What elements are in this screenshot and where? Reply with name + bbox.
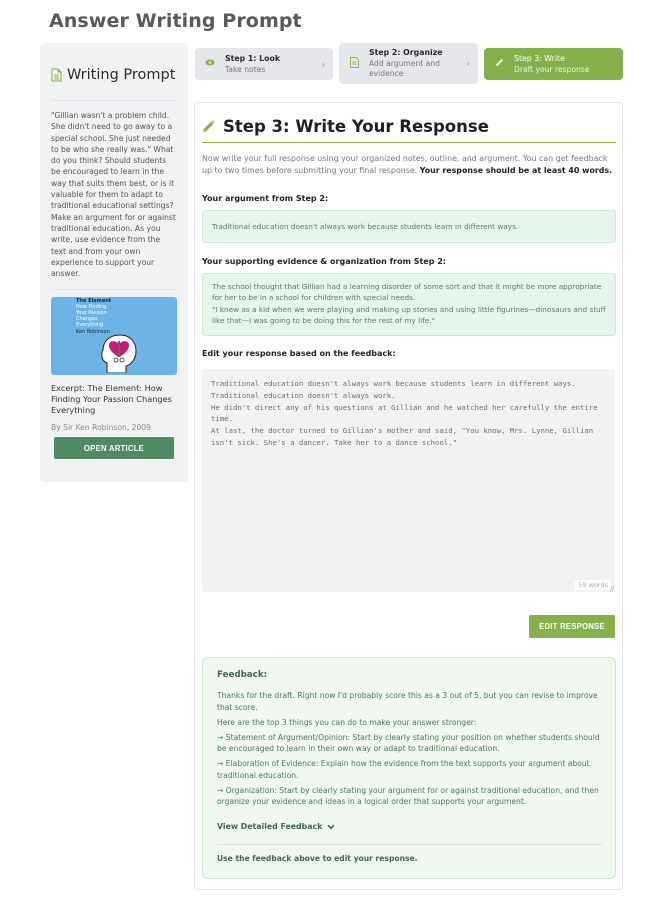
cover-subtitle-line: Changes (76, 315, 98, 322)
step-subtitle: Add argument and evidence (369, 59, 440, 78)
cover-subtitle-line: Everything (76, 321, 104, 328)
feedback-paragraph: Here are the top 3 things you can do to make your answer stronger: (217, 717, 477, 727)
pencil-icon (202, 120, 215, 133)
feedback-body (217, 690, 603, 811)
open-article-button[interactable]: OPEN ARTICLE (54, 437, 174, 459)
word-requirement: Your response should be at least 40 words. (419, 166, 613, 176)
chevron-right-icon: › (321, 59, 325, 69)
argument-text: Traditional education doesn't always work because students learn in different ways. (212, 221, 519, 231)
feedback-item: → Elaboration of Evidence: Explain how the evidence from the text supports your argument about traditional education. (217, 759, 590, 780)
cover-author: Ken Robinson (76, 329, 110, 336)
eye-icon (204, 59, 216, 69)
book-cover-image (51, 297, 177, 375)
prompt-text: "Gillian wasn't a problem child. She didn't need to go away to a special school. She just needed to be who she really was." What do you think? Should students be encouraged to learn in the way that suits them best, or is it valuable for them to adapt to traditional educational settings? Make an argument for or against traditional education. As you write, use evidence from the text and from your own experience to support your answer. (51, 110, 177, 290)
feedback-heading: Feedback: (217, 670, 268, 680)
page-title: Answer Writing Prompt (49, 10, 302, 32)
edit-response-button[interactable]: EDIT RESPONSE (529, 615, 615, 638)
sidebar-title: Writing Prompt (67, 66, 176, 83)
writing-prompt-sidebar (40, 43, 188, 482)
feedback-footer: Use the feedback above to edit your response. (217, 854, 418, 863)
section-header (202, 111, 616, 143)
feedback-paragraph: Thanks for the draft. Right now I'd probably score this as a 3 out of 5, but you can revise to improve that score. (217, 691, 598, 712)
step-3-write[interactable] (484, 48, 623, 80)
excerpt-byline: By Sir Ken Robinson, 2009 (51, 423, 151, 433)
cover-subtitle-line: How Finding (76, 304, 107, 311)
cover-text (76, 299, 111, 336)
view-detailed-feedback-toggle[interactable] (217, 822, 335, 831)
head-butterfly-illustration (99, 333, 139, 373)
step-title: Step 3: Write (514, 53, 565, 63)
feedback-panel (202, 657, 616, 879)
divider (217, 844, 602, 845)
word-count: 59 words (575, 580, 611, 590)
evidence-label: Your supporting evidence & organization from Step 2: (202, 257, 446, 266)
step-2-organize[interactable] (339, 43, 478, 84)
feedback-item: → Statement of Argument/Opinion: Start by clearly stating your position on whether students should be encouraged to learn in their own way or adapt to traditional education. (217, 732, 600, 753)
edit-response-label: Edit your response based on the feedback: (202, 349, 396, 358)
resize-handle-icon[interactable]: ∕∕ (609, 586, 614, 593)
pencil-icon (493, 58, 505, 70)
sidebar-header (51, 49, 177, 101)
step-title: Step 2: Organize (369, 48, 443, 57)
document-icon (51, 68, 62, 82)
toggle-label: View Detailed Feedback (217, 822, 323, 831)
evidence-box (202, 273, 616, 336)
argument-box (202, 210, 616, 243)
step-subtitle: Take notes (225, 64, 266, 74)
section-title: Step 3: Write Your Response (223, 117, 489, 136)
excerpt-title: Excerpt: The Element: How Finding Your Passion Changes Everything (51, 383, 172, 416)
argument-label: Your argument from Step 2: (202, 194, 329, 203)
step-title: Step 1: Look (225, 53, 281, 63)
evidence-item: "I knew as a kid when we were playing and making up stories and using little figurines—dinosaurs and stuff like that—I was going to be doing this for the rest of my life." (212, 304, 606, 325)
chevron-down-icon (327, 824, 335, 830)
cover-title: The Element (76, 298, 112, 305)
feedback-item: → Organization: Start by clearly stating your argument for or against traditional education, and then organize your evidence and ideas in a logical order that supports your argument. (217, 785, 599, 806)
step-subtitle: Draft your response (514, 64, 590, 74)
response-textarea[interactable] (202, 369, 615, 592)
write-response-panel (194, 102, 623, 890)
chevron-right-icon: › (466, 59, 470, 68)
evidence-item: The school thought that Gillian had a learning disorder of some sort and that it might be more appropriate for her to be in a school for children with special needs. (212, 282, 602, 303)
instructions-text: Now write your full response using your organized notes, outline, and argument. You can get feedback up to two times before submitting your final response. (202, 154, 608, 176)
document-icon (348, 57, 360, 71)
step-1-look[interactable] (195, 48, 333, 80)
cover-subtitle-line: Your Passion (76, 310, 107, 317)
instructions (202, 153, 616, 178)
